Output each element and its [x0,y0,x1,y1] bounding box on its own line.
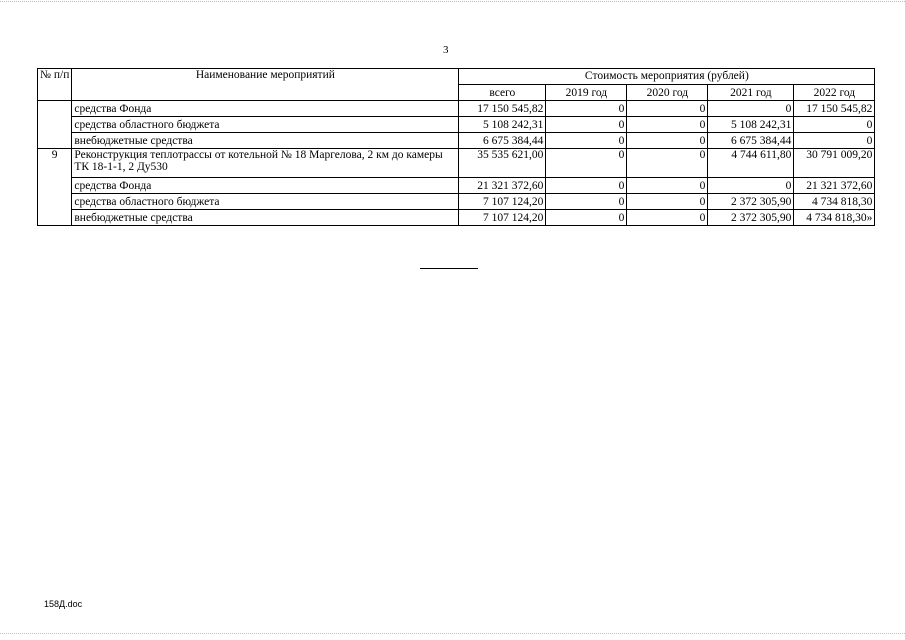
row-2021: 5 108 242,31 [708,117,794,133]
row-2021: 6 675 384,44 [708,133,794,149]
row-num [38,101,72,149]
row-total: 5 108 242,31 [459,117,546,133]
table-row [38,149,875,178]
row-name: внебюджетные средства [72,133,459,149]
row-2020: 0 [627,149,708,178]
row-2022: 4 734 818,30» [794,210,875,226]
table-row [38,210,875,226]
table-row [38,101,875,117]
row-2021: 2 372 305,90 [708,210,794,226]
footer-filename: 158Д.doc [44,599,83,609]
row-2019: 0 [546,149,627,178]
row-total: 7 107 124,20 [459,210,546,226]
row-2020: 0 [627,101,708,117]
row-2019: 0 [546,178,627,194]
row-2019: 0 [546,101,627,117]
table-row [38,194,875,210]
row-2022: 21 321 372,60 [794,178,875,194]
row-2020: 0 [627,194,708,210]
row-2022: 0 [794,117,875,133]
header-2022: 2022 год [794,85,875,101]
header-2021: 2021 год [708,85,794,101]
page-number: 3 [443,44,449,56]
row-2020: 0 [627,117,708,133]
row-2019: 0 [546,133,627,149]
row-name: Реконструкция теплотрассы от котельной № 18 Маргелова, 2 км до камеры ТК 18-1-1, 2 Ду530 [72,149,459,178]
row-2021: 2 372 305,90 [708,194,794,210]
header-num: № п/п [38,69,72,101]
row-2020: 0 [627,210,708,226]
row-2022: 30 791 009,20 [794,149,875,178]
row-name: средства Фонда [72,101,459,117]
row-total: 7 107 124,20 [459,194,546,210]
row-name: внебюджетные средства [72,210,459,226]
row-2021: 4 744 611,80 [708,149,794,178]
table-row [38,133,875,149]
row-2019: 0 [546,210,627,226]
row-total: 21 321 372,60 [459,178,546,194]
row-name: средства областного бюджета [72,117,459,133]
row-name: средства Фонда [72,178,459,194]
row-2022: 0 [794,133,875,149]
row-num: 9 [38,149,72,226]
row-total: 6 675 384,44 [459,133,546,149]
header-cost-group: Стоимость мероприятия (рублей) [459,69,875,85]
table-row [38,178,875,194]
row-2019: 0 [546,194,627,210]
header-row-1 [38,69,875,85]
row-2021: 0 [708,101,794,117]
row-total: 17 150 545,82 [459,101,546,117]
cost-table [37,68,875,226]
row-2021: 0 [708,178,794,194]
header-name: Наименование мероприятий [72,69,459,101]
header-2019: 2019 год [546,85,627,101]
header-2020: 2020 год [627,85,708,101]
row-name: средства областного бюджета [72,194,459,210]
row-2020: 0 [627,178,708,194]
row-2022: 4 734 818,30 [794,194,875,210]
table-row [38,117,875,133]
row-2019: 0 [546,117,627,133]
row-total: 35 535 621,00 [459,149,546,178]
row-2020: 0 [627,133,708,149]
scan-edge-bottom [0,633,905,634]
row-2022: 17 150 545,82 [794,101,875,117]
header-total: всего [459,85,546,101]
closing-divider-line [420,268,478,269]
scan-edge-top [0,1,905,2]
